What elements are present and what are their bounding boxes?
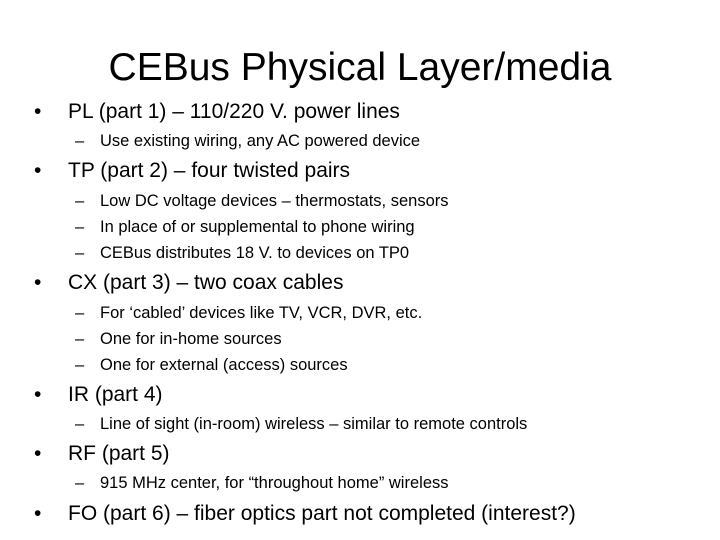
- sub-item-text: One for external (access) sources: [100, 356, 348, 374]
- bullet-glyph: •: [34, 159, 42, 182]
- bullet-item-pl: [34, 99, 400, 125]
- bullet-text: IR (part 4): [68, 383, 163, 406]
- bullet-glyph: •: [34, 502, 42, 525]
- sub-item-text: Use existing wiring, any AC powered device: [100, 132, 421, 150]
- bullet-item-tp: [34, 158, 350, 184]
- dash-glyph: –: [75, 330, 85, 348]
- dash-glyph: –: [75, 218, 85, 236]
- sub-item: [75, 216, 415, 238]
- sub-item-text: CEBus distributes 18 V. to devices on TP0: [100, 244, 410, 262]
- bullet-item-rf: [34, 441, 170, 467]
- sub-item: [75, 413, 527, 435]
- bullet-glyph: •: [34, 383, 42, 406]
- sub-item: [75, 302, 422, 324]
- dash-glyph: –: [75, 192, 85, 210]
- bullet-glyph: •: [34, 442, 42, 465]
- sub-item: [75, 472, 449, 494]
- dash-glyph: –: [75, 244, 85, 262]
- sub-item-text: In place of or supplemental to phone wiring: [100, 218, 415, 236]
- sub-item-text: One for in-home sources: [100, 330, 282, 348]
- dash-glyph: –: [75, 356, 85, 374]
- dash-glyph: –: [75, 474, 85, 492]
- sub-item: [75, 328, 282, 350]
- bullet-glyph: •: [34, 271, 42, 294]
- dash-glyph: –: [75, 304, 85, 322]
- bullet-text: CX (part 3) – two coax cables: [68, 271, 344, 294]
- bullet-text: FO (part 6) – fiber optics part not completed (interest?): [68, 502, 576, 525]
- bullet-text: PL (part 1) – 110/220 V. power lines: [68, 100, 400, 123]
- bullet-text: RF (part 5): [68, 442, 170, 465]
- sub-item-text: 915 MHz center, for “throughout home” wireless: [100, 474, 449, 492]
- bullet-item-cx: [34, 270, 343, 296]
- slide-title: CEBus Physical Layer/media: [108, 46, 612, 89]
- sub-item: [75, 242, 409, 264]
- bullet-text: TP (part 2) – four twisted pairs: [68, 159, 351, 182]
- sub-item-text: For ‘cabled’ devices like TV, VCR, DVR, etc.: [100, 304, 423, 322]
- sub-item-text: Line of sight (in-room) wireless – similar to remote controls: [100, 415, 528, 433]
- dash-glyph: –: [75, 415, 85, 433]
- bullet-item-ir: [34, 382, 163, 408]
- sub-item-text: Low DC voltage devices – thermostats, sensors: [100, 192, 449, 210]
- dash-glyph: –: [75, 132, 85, 150]
- sub-item: [75, 130, 420, 152]
- sub-item: [75, 190, 449, 212]
- bullet-glyph: •: [34, 100, 42, 123]
- sub-item: [75, 354, 348, 376]
- bullet-item-fo: [34, 501, 576, 527]
